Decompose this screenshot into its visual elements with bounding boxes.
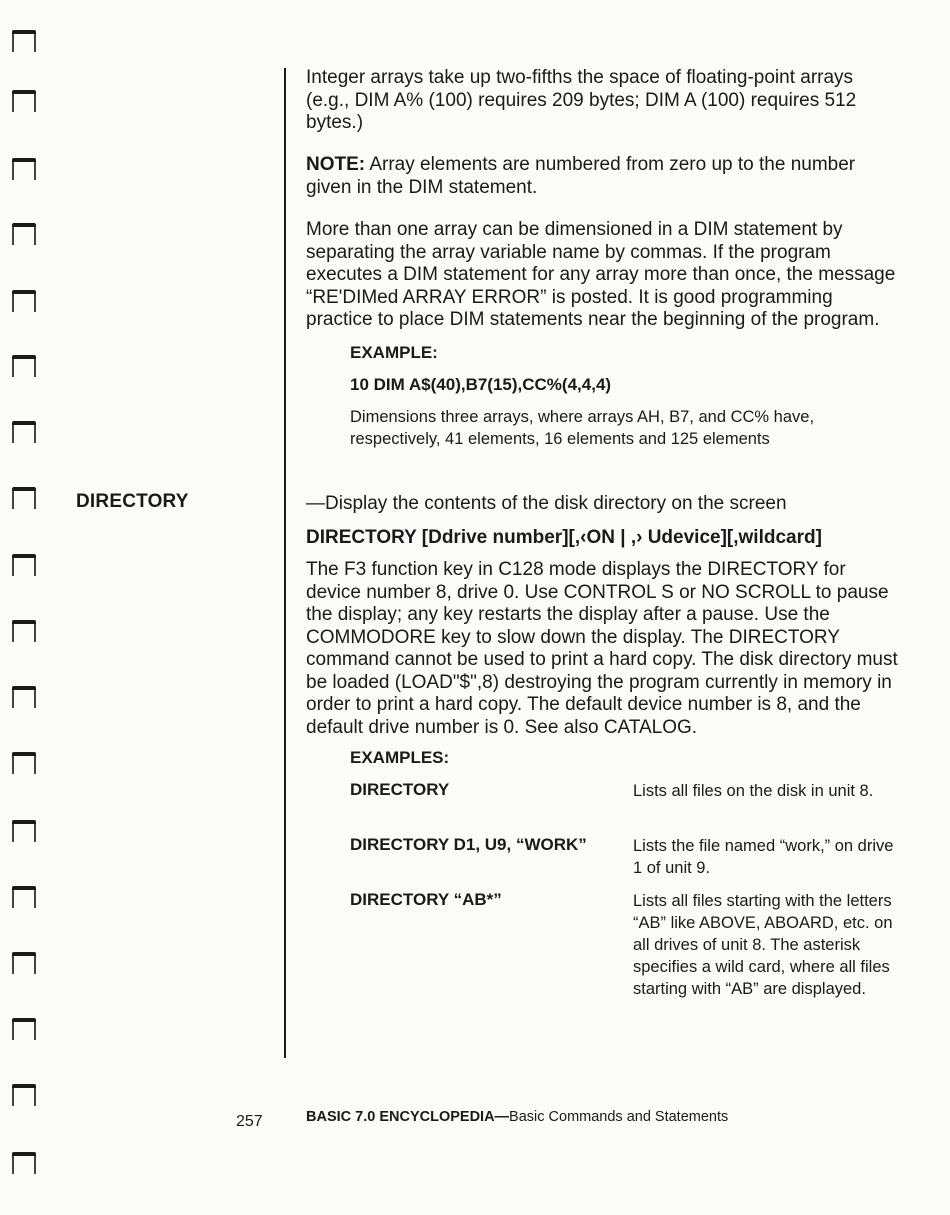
- binding-ring: [10, 223, 40, 249]
- binding-ring: [10, 686, 40, 712]
- examples-heading: EXAMPLES:: [350, 748, 450, 767]
- spiral-binding: [0, 0, 60, 1215]
- note-label: NOTE:: [306, 154, 366, 175]
- footer-title-rest: Basic Commands and Statements: [509, 1109, 729, 1125]
- binding-ring: [10, 290, 40, 316]
- example-command: DIRECTORY: [350, 780, 450, 799]
- directory-body: [306, 559, 898, 739]
- binding-ring: [10, 90, 40, 116]
- example-result: Lists the file named “work,” on drive 1 of unit 9.: [633, 837, 894, 877]
- binding-ring: [10, 355, 40, 381]
- note-text: Array elements are numbered from zero up to the number given in the DIM statement.: [306, 154, 856, 198]
- binding-ring: [10, 1152, 40, 1178]
- binding-ring: [10, 158, 40, 184]
- paragraph-text: Integer arrays take up two-fifths the space of floating-point arrays (e.g., DIM A% (100) requires 209 bytes; DIM A (100) requires 512 bytes.): [306, 67, 857, 133]
- note-paragraph: [306, 154, 898, 199]
- binding-ring: [10, 1084, 40, 1110]
- page-number: 257: [236, 1113, 263, 1130]
- binding-ring: [10, 554, 40, 580]
- example-heading: EXAMPLE:: [350, 343, 438, 362]
- example-command: DIRECTORY D1, U9, “WORK”: [350, 835, 587, 854]
- directory-syntax: DIRECTORY [Ddrive number][,‹ON | ,› Udevice][,wildcard]: [306, 527, 822, 548]
- dim-paragraph-integer: [306, 67, 898, 135]
- paragraph-text: The F3 function key in C128 mode displays the DIRECTORY for device number 8, drive 0. Use CONTROL S or NO SCROLL to pause the display; any key restarts the display after a pause. Use the COMMODORE key to slow down the display. The DIRECTORY command cannot be used to print a hard copy. The disk directory must be loaded (LOAD"$",8) destroying the program currently in memory in order to print a hard copy. The default device number is 8, and the default drive number is 0. See also CATALOG.: [306, 559, 898, 738]
- binding-ring: [10, 620, 40, 646]
- section-heading-directory: DIRECTORY: [76, 491, 189, 512]
- column-divider: [284, 68, 286, 1058]
- running-footer: [306, 1109, 728, 1125]
- dim-paragraph-multiple: [306, 219, 898, 332]
- binding-ring: [10, 820, 40, 846]
- example-description: Dimensions three arrays, where arrays AH, B7, and CC% have, respectively, 41 elements, 16 elements and 125 elements: [350, 408, 815, 448]
- binding-ring: [10, 1018, 40, 1044]
- binding-ring: [10, 30, 40, 56]
- binding-ring: [10, 752, 40, 778]
- directory-summary: —Display the contents of the disk directory on the screen: [306, 493, 787, 514]
- footer-title-bold: BASIC 7.0 ENCYCLOPEDIA—: [306, 1109, 510, 1125]
- paragraph-text: More than one array can be dimensioned in a DIM statement by separating the array variable name by commas. If the program executes a DIM statement for any array more than once, the message “RE'DIMed ARRAY ERROR” is posted. It is good programming practice to place DIM statements near the beginning of the program.: [306, 219, 896, 330]
- example-command: DIRECTORY “AB*”: [350, 890, 502, 909]
- binding-ring: [10, 886, 40, 912]
- binding-ring: [10, 952, 40, 978]
- binding-ring: [10, 487, 40, 513]
- binding-ring: [10, 421, 40, 447]
- example-result: Lists all files starting with the letters “AB” like ABOVE, ABOARD, etc. on all drives of unit 8. The asterisk specifies a wild card, where all files starting with “AB” are displayed.: [633, 892, 893, 998]
- example-code: 10 DIM A$(40),B7(15),CC%(4,4,4): [350, 375, 612, 394]
- example-result: Lists all files on the disk in unit 8.: [633, 782, 874, 800]
